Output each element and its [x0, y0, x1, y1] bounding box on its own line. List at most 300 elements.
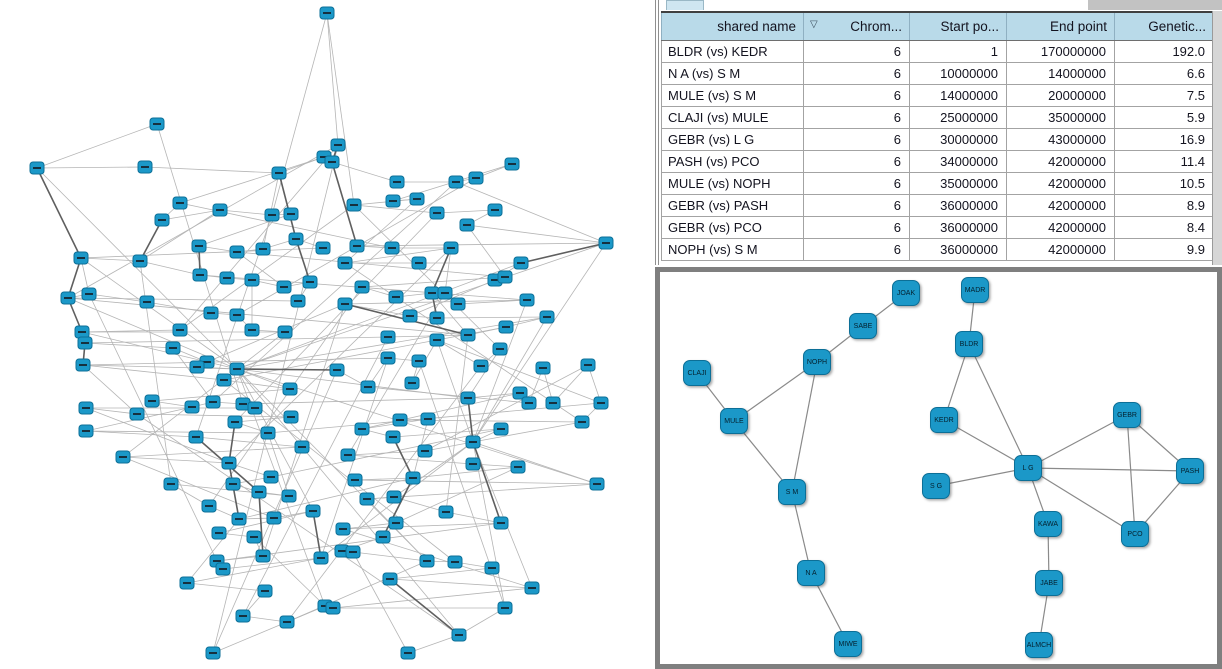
column-header-genetic-distance[interactable] [1115, 12, 1214, 41]
graph-edge [220, 210, 272, 215]
node-label-mark [248, 329, 256, 331]
graph-edge [473, 422, 582, 442]
graph-node[interactable] [277, 281, 291, 293]
table-tab-fragment[interactable] [666, 0, 704, 10]
graph-node[interactable] [485, 562, 499, 574]
graph-node[interactable] [173, 324, 187, 336]
node-label-mark [82, 430, 90, 432]
node-label-mark [281, 331, 289, 333]
node-label-mark [392, 522, 400, 524]
graph-node[interactable] [439, 506, 453, 518]
graph-node[interactable] [230, 363, 244, 375]
node-label-mark [267, 476, 275, 478]
graph-node[interactable] [498, 602, 512, 614]
graph-node[interactable] [336, 523, 350, 535]
graph-edge [279, 173, 296, 239]
graph-node[interactable] [173, 197, 187, 209]
graph-node[interactable] [575, 416, 589, 428]
node-label-mark [433, 212, 441, 214]
graph-node[interactable] [381, 331, 395, 343]
cell-end-point: 42000000 [1007, 239, 1115, 261]
node-label-mark [406, 315, 414, 317]
graph-node[interactable] [232, 513, 246, 525]
graph-node[interactable] [252, 486, 266, 498]
cell-shared-name: N A (vs) S M [662, 63, 804, 85]
graph-edge [123, 457, 274, 518]
node-label-mark [516, 392, 524, 394]
graph-node[interactable] [320, 7, 334, 19]
graph-node[interactable] [216, 563, 230, 575]
node-label-mark [323, 12, 331, 14]
graph-node-noph[interactable]: NOPH [803, 349, 831, 375]
graph-node[interactable] [376, 531, 390, 543]
node-label-mark [176, 329, 184, 331]
graph-edge [81, 258, 140, 261]
graph-node[interactable] [180, 577, 194, 589]
graph-node[interactable] [405, 377, 419, 389]
panel-top-fragment [1088, 0, 1222, 10]
graph-edge [390, 568, 492, 579]
graph-node[interactable] [387, 491, 401, 503]
table-row[interactable] [662, 85, 1214, 107]
graph-node[interactable] [546, 397, 560, 409]
graph-node[interactable] [460, 219, 474, 231]
graph-edge [313, 511, 321, 558]
graph-edge [390, 579, 459, 635]
graph-node[interactable] [330, 364, 344, 376]
cell-genetic-distance: 8.4 [1115, 217, 1214, 239]
graph-node[interactable] [82, 288, 96, 300]
graph-edge [394, 442, 473, 497]
graph-node[interactable] [284, 208, 298, 220]
table-row[interactable] [662, 217, 1214, 239]
cell-start-position: 30000000 [910, 129, 1007, 151]
graph-node[interactable] [430, 334, 444, 346]
graph-node[interactable] [272, 167, 286, 179]
node-label-mark [167, 483, 175, 485]
graph-node[interactable] [341, 449, 355, 461]
graph-node[interactable] [193, 269, 207, 281]
graph-node[interactable] [261, 427, 275, 439]
graph-node[interactable] [520, 294, 534, 306]
table-row[interactable] [662, 41, 1214, 63]
graph-edge [237, 369, 468, 398]
graph-node[interactable] [190, 361, 204, 373]
cell-chromosome: 6 [804, 63, 910, 85]
node-label-mark [176, 202, 184, 204]
graph-node[interactable] [430, 207, 444, 219]
graph-edge [353, 552, 427, 561]
graph-node-miwe[interactable]: MIWE [834, 631, 862, 657]
graph-node[interactable] [451, 298, 465, 310]
graph-node[interactable] [166, 342, 180, 354]
graph-node[interactable] [511, 461, 525, 473]
graph-node[interactable] [245, 324, 259, 336]
graph-node[interactable] [444, 242, 458, 254]
node-label-mark [539, 367, 547, 369]
node-label-mark [141, 166, 149, 168]
graph-node-madr[interactable]: MADR [961, 277, 989, 303]
small-network-panel [655, 267, 1222, 669]
graph-edge [85, 337, 388, 343]
graph-node[interactable] [185, 401, 199, 413]
graph-node[interactable] [164, 478, 178, 490]
graph-node[interactable] [386, 431, 400, 443]
graph-node[interactable] [386, 195, 400, 207]
graph-node-almch[interactable]: ALMCH [1025, 632, 1053, 658]
graph-node[interactable] [155, 214, 169, 226]
column-header-start-position[interactable] [910, 12, 1007, 41]
graph-node[interactable] [522, 397, 536, 409]
graph-node[interactable] [212, 527, 226, 539]
graph-node[interactable] [385, 242, 399, 254]
graph-node[interactable] [295, 441, 309, 453]
graph-node[interactable] [306, 505, 320, 517]
graph-node[interactable] [390, 176, 404, 188]
node-label-mark [283, 621, 291, 623]
graph-node[interactable] [338, 298, 352, 310]
node-label-mark [501, 276, 509, 278]
node-label-mark [477, 365, 485, 367]
graph-node-sm[interactable]: S M [778, 479, 806, 505]
graph-edge [180, 157, 324, 203]
graph-node[interactable] [488, 204, 502, 216]
node-label-mark [287, 213, 295, 215]
graph-node[interactable] [599, 237, 613, 249]
graph-node-na[interactable]: N A [797, 560, 825, 586]
graph-node[interactable] [145, 395, 159, 407]
graph-node-sg[interactable]: S G [922, 473, 950, 499]
graph-edge [187, 558, 321, 583]
node-label-mark [294, 300, 302, 302]
graph-edge [345, 300, 527, 304]
graph-node[interactable] [130, 408, 144, 420]
graph-node[interactable] [438, 287, 452, 299]
graph-node[interactable] [206, 647, 220, 659]
graph-node[interactable] [525, 582, 539, 594]
graph-node[interactable] [303, 276, 317, 288]
node-label-mark [292, 238, 300, 240]
graph-node[interactable] [202, 500, 216, 512]
node-label-mark [207, 312, 215, 314]
graph-node[interactable] [581, 359, 595, 371]
graph-node[interactable] [289, 233, 303, 245]
graph-node[interactable] [421, 413, 435, 425]
graph-node[interactable] [316, 242, 330, 254]
graph-node[interactable] [79, 425, 93, 437]
graph-node[interactable] [493, 343, 507, 355]
graph-node[interactable] [540, 311, 554, 323]
graph-node[interactable] [76, 359, 90, 371]
node-label-mark [433, 317, 441, 319]
graph-node[interactable] [425, 287, 439, 299]
node-label-mark [464, 397, 472, 399]
cell-start-position: 34000000 [910, 151, 1007, 173]
node-label-mark [404, 652, 412, 654]
table-row[interactable] [662, 107, 1214, 129]
graph-node-joak[interactable]: JOAK [892, 280, 920, 306]
table-scrollbar[interactable] [1212, 11, 1222, 265]
graph-node[interactable] [74, 252, 88, 264]
graph-node[interactable] [284, 411, 298, 423]
node-label-mark [344, 454, 352, 456]
graph-node[interactable] [206, 396, 220, 408]
graph-node[interactable] [389, 291, 403, 303]
node-label-mark [447, 247, 455, 249]
node-label-mark [319, 247, 327, 249]
table-row[interactable] [662, 151, 1214, 173]
node-label-mark [584, 364, 592, 366]
graph-node[interactable] [449, 176, 463, 188]
cell-chromosome: 6 [804, 129, 910, 151]
node-label-mark [229, 483, 237, 485]
graph-node-jabe[interactable]: JABE [1035, 570, 1063, 596]
cell-start-position: 10000000 [910, 63, 1007, 85]
cell-shared-name: GEBR (vs) PASH [662, 195, 804, 217]
node-label-mark [442, 511, 450, 513]
cell-genetic-distance: 16.9 [1115, 129, 1214, 151]
graph-node[interactable] [381, 352, 395, 364]
node-label-mark [220, 379, 228, 381]
graph-node[interactable] [393, 414, 407, 426]
graph-node[interactable] [78, 337, 92, 349]
cell-chromosome: 6 [804, 173, 910, 195]
graph-node-kedr[interactable]: KEDR [930, 407, 958, 433]
cell-shared-name: NOPH (vs) S M [662, 239, 804, 261]
cell-end-point: 170000000 [1007, 41, 1115, 63]
graph-node[interactable] [291, 295, 305, 307]
graph-node[interactable] [389, 517, 403, 529]
graph-node[interactable] [383, 573, 397, 585]
graph-node[interactable] [192, 240, 206, 252]
graph-node-mule[interactable]: MULE [720, 408, 748, 434]
graph-node[interactable] [355, 281, 369, 293]
graph-node[interactable] [461, 392, 475, 404]
graph-node[interactable] [228, 416, 242, 428]
graph-node-pash[interactable]: PASH [1176, 458, 1204, 484]
graph-node[interactable] [282, 490, 296, 502]
graph-node[interactable] [280, 616, 294, 628]
graph-edge [37, 168, 237, 369]
cell-start-position: 1 [910, 41, 1007, 63]
cell-end-point: 20000000 [1007, 85, 1115, 107]
graph-node-pco[interactable]: PCO [1121, 521, 1149, 547]
graph-node[interactable] [236, 610, 250, 622]
graph-node[interactable] [348, 474, 362, 486]
graph-node-bldr[interactable]: BLDR [955, 331, 983, 357]
filter-icon: ▽ [810, 19, 818, 30]
graph-node[interactable] [140, 296, 154, 308]
graph-node[interactable] [220, 272, 234, 284]
graph-node[interactable] [226, 478, 240, 490]
graph-node[interactable] [498, 271, 512, 283]
table-row[interactable] [662, 239, 1214, 261]
graph-node[interactable] [461, 329, 475, 341]
graph-node[interactable] [430, 312, 444, 324]
graph-node[interactable] [265, 209, 279, 221]
graph-edge [390, 579, 532, 588]
graph-node[interactable] [346, 546, 360, 558]
graph-node-claji[interactable]: CLAJI [683, 360, 711, 386]
graph-node[interactable] [133, 255, 147, 267]
graph-node[interactable] [204, 307, 218, 319]
node-label-mark [264, 432, 272, 434]
graph-edge [437, 210, 495, 213]
graph-node[interactable] [412, 257, 426, 269]
table-row[interactable] [662, 173, 1214, 195]
graph-node[interactable] [331, 139, 345, 151]
graph-node[interactable] [314, 552, 328, 564]
cell-shared-name: MULE (vs) NOPH [662, 173, 804, 195]
graph-node[interactable] [494, 423, 508, 435]
node-label-mark [496, 348, 504, 350]
node-label-mark [298, 446, 306, 448]
column-header-end-point[interactable] [1007, 12, 1115, 41]
graph-node[interactable] [326, 602, 340, 614]
cell-chromosome: 6 [804, 239, 910, 261]
graph-node[interactable] [213, 204, 227, 216]
cell-genetic-distance: 10.5 [1115, 173, 1214, 195]
table-row[interactable] [662, 129, 1214, 151]
graph-node[interactable] [189, 431, 203, 443]
table-row[interactable] [662, 63, 1214, 85]
graph-node[interactable] [355, 423, 369, 435]
graph-node[interactable] [116, 451, 130, 463]
node-label-mark [306, 281, 314, 283]
column-header-shared-name[interactable] [662, 12, 804, 41]
graph-node[interactable] [267, 512, 281, 524]
graph-node[interactable] [30, 162, 44, 174]
cell-start-position: 36000000 [910, 239, 1007, 261]
graph-node[interactable] [452, 629, 466, 641]
graph-node[interactable] [420, 555, 434, 567]
node-label-mark [392, 296, 400, 298]
graph-node[interactable] [217, 374, 231, 386]
node-label-mark [384, 336, 392, 338]
graph-node[interactable] [466, 436, 480, 448]
cell-shared-name: BLDR (vs) KEDR [662, 41, 804, 63]
graph-edge [446, 335, 468, 512]
graph-node[interactable] [418, 445, 432, 457]
node-label-mark [339, 528, 347, 530]
graph-node[interactable] [347, 199, 361, 211]
graph-node[interactable] [410, 193, 424, 205]
edge-table [661, 11, 1214, 261]
graph-node[interactable] [248, 402, 262, 414]
graph-node[interactable] [256, 550, 270, 562]
node-label-mark [364, 386, 372, 388]
graph-node[interactable] [403, 310, 417, 322]
graph-node[interactable] [79, 402, 93, 414]
graph-node[interactable] [138, 161, 152, 173]
node-label-mark [341, 303, 349, 305]
graph-node[interactable] [150, 118, 164, 130]
node-label-mark [287, 416, 295, 418]
node-label-mark [472, 177, 480, 179]
graph-node[interactable] [505, 158, 519, 170]
node-label-mark [233, 251, 241, 253]
node-label-mark [488, 567, 496, 569]
node-label-mark [333, 369, 341, 371]
column-label: Chrom... [850, 19, 902, 34]
graph-node[interactable] [338, 257, 352, 269]
graph-node[interactable] [360, 493, 374, 505]
cell-shared-name: MULE (vs) S M [662, 85, 804, 107]
node-label-mark [341, 262, 349, 264]
graph-node-sabe[interactable]: SABE [849, 313, 877, 339]
column-label: Start po... [940, 19, 999, 34]
graph-node[interactable] [474, 360, 488, 372]
node-label-mark [250, 536, 258, 538]
graph-node[interactable] [222, 457, 236, 469]
node-label-mark [508, 163, 516, 165]
graph-node-lg[interactable]: L G [1014, 455, 1042, 481]
graph-edge [1028, 415, 1127, 468]
node-label-mark [549, 402, 557, 404]
graph-node[interactable] [325, 156, 339, 168]
graph-node[interactable] [278, 326, 292, 338]
node-label-mark [363, 498, 371, 500]
edge-table-panel [655, 0, 1222, 265]
graph-node[interactable] [466, 458, 480, 470]
node-label-mark [602, 242, 610, 244]
cell-end-point: 35000000 [1007, 107, 1115, 129]
graph-node[interactable] [230, 246, 244, 258]
node-label-mark [251, 407, 259, 409]
graph-node[interactable] [75, 326, 89, 338]
cell-end-point: 42000000 [1007, 173, 1115, 195]
graph-edge [237, 252, 505, 277]
graph-node[interactable] [448, 556, 462, 568]
graph-node[interactable] [590, 478, 604, 490]
small-network-canvas[interactable] [660, 272, 1217, 664]
graph-node[interactable] [406, 472, 420, 484]
graph-node[interactable] [499, 321, 513, 333]
graph-node[interactable] [258, 585, 272, 597]
node-label-mark [543, 316, 551, 318]
table-row[interactable] [662, 195, 1214, 217]
graph-node[interactable] [264, 471, 278, 483]
node-label-mark [82, 407, 90, 409]
graph-node[interactable] [247, 531, 261, 543]
graph-node-gebr[interactable]: GEBR [1113, 402, 1141, 428]
node-label-mark [270, 517, 278, 519]
graph-node[interactable] [412, 355, 426, 367]
column-header-chromosome[interactable] [804, 12, 910, 41]
graph-node[interactable] [469, 172, 483, 184]
node-label-mark [358, 428, 366, 430]
graph-edge [353, 552, 408, 653]
node-label-mark [528, 587, 536, 589]
node-label-mark [353, 245, 361, 247]
graph-node[interactable] [283, 383, 297, 395]
cell-start-position: 35000000 [910, 173, 1007, 195]
graph-node[interactable] [536, 362, 550, 374]
node-label-mark [285, 495, 293, 497]
graph-node[interactable] [514, 257, 528, 269]
node-label-mark [188, 406, 196, 408]
graph-node-kawa[interactable]: KAWA [1034, 511, 1062, 537]
graph-node[interactable] [61, 292, 75, 304]
graph-node[interactable] [494, 517, 508, 529]
graph-node[interactable] [594, 397, 608, 409]
graph-node[interactable] [245, 274, 259, 286]
graph-node[interactable] [350, 240, 364, 252]
graph-node[interactable] [256, 243, 270, 255]
graph-node[interactable] [230, 309, 244, 321]
graph-node[interactable] [401, 647, 415, 659]
graph-node[interactable] [361, 381, 375, 393]
